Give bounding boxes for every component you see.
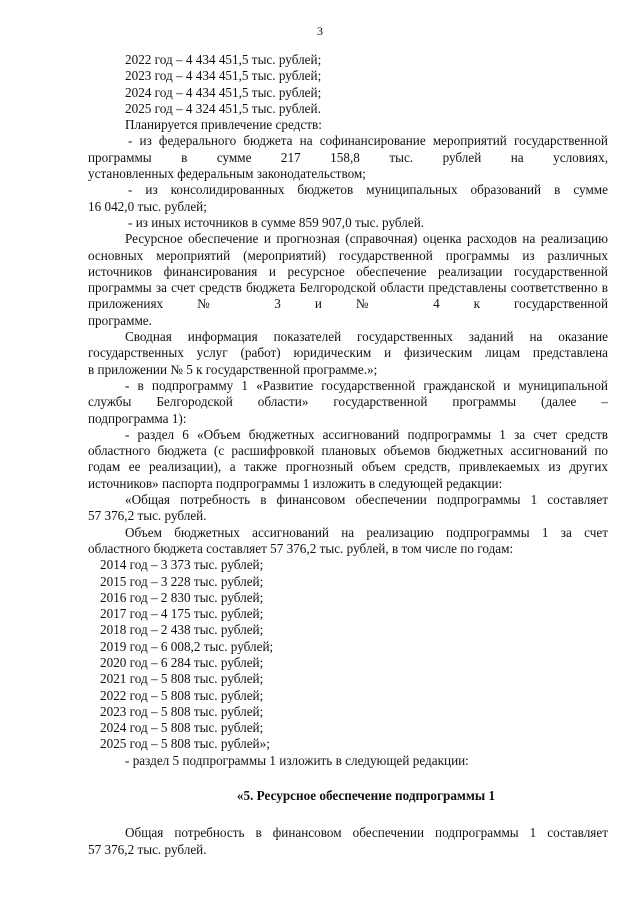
years-list-2 [88,557,608,753]
year-line: 2019 год – 6 008,2 тыс. рублей; [100,638,274,654]
year-line: 2016 год – 2 830 тыс. рублей; [100,589,264,605]
municipal-source-text-end: 16 042,0 тыс. рублей; [88,198,207,214]
section6-paragraph-end: источников» паспорта подпрограммы 1 изложить в следующей редакции: [88,475,503,491]
other-source-text: - из иных источников в сумме 859 907,0 тыс. рублей. [128,214,425,230]
page-number: 3 [317,24,323,38]
section6-paragraph: - раздел 6 «Объем бюджетных ассигнований подпрограммы 1 за счет средств областного бюджета (с расшифровкой плановых объемов бюджетных ассигнований по годам ее реализации), а также прогнозный объем средств, привлекаемых из других [88,426,608,475]
year-line: 2022 год – 4 434 451,5 тыс. рублей; [125,52,322,67]
year-line: 2018 год – 2 438 тыс. рублей; [100,622,264,638]
total-need-paragraph: «Общая потребность в финансовом обеспечении подпрограммы 1 составляет [125,492,608,508]
volume-paragraph: Объем бюджетных ассигнований на реализацию подпрограммы 1 за счет [125,524,608,540]
year-line: 2022 год – 5 808 тыс. рублей; [100,687,264,703]
section5-text: - раздел 5 подпрограммы 1 изложить в следующей редакции: [125,752,469,768]
year-line: 2015 год – 3 228 тыс. рублей; [100,573,264,589]
year-line: 2025 год – 4 324 451,5 тыс. рублей. [125,100,321,116]
year-line: 2020 год – 6 284 тыс. рублей; [100,654,264,670]
year-line: 2024 год – 5 808 тыс. рублей; [100,720,264,736]
subprogram-paragraph-end: подпрограмма 1): [88,410,187,426]
year-line: 2023 год – 4 434 451,5 тыс. рублей; [125,68,322,84]
municipal-source-text: - из консолидированных бюджетов муниципальных образований в сумме [128,182,608,198]
total-need-paragraph-2: Общая потребность в финансовом обеспечении подпрограммы 1 составляет [125,825,608,841]
years-list-1 [88,52,608,117]
year-line: 2021 год – 5 808 тыс. рублей; [100,671,264,687]
year-line: 2023 год – 5 808 тыс. рублей; [100,703,264,719]
volume-paragraph-end: областного бюджета составляет 57 376,2 тыс. рублей, в том числе по годам: [88,540,514,556]
federal-source-text: - из федерального бюджета на софинансирование мероприятий государственной программы в сумме 217 158,8 тыс. рублей на условиях, [88,133,608,165]
document-body [88,52,608,858]
total-need-paragraph-2-end: 57 376,2 тыс. рублей. [88,841,207,857]
planned-text: Планируется привлечение средств: [125,117,322,133]
resource-paragraph: Ресурсное обеспечение и прогнозная (справочная) оценка расходов на реализацию основных мероприятий (мероприятий) государственной программы из различных источников финансирования и ресурсное обеспечение реализации государственной программы за счет средств бюджета Белгородской области представлены соответственно в приложениях № 3 и № 4 к государственной [88,231,608,312]
year-line: 2017 год – 4 175 тыс. рублей; [100,606,264,622]
year-line: 2014 год – 3 373 тыс. рублей; [100,557,264,573]
federal-source-text-end: установленных федеральным законодательством; [88,166,366,182]
year-line: 2024 год – 4 434 451,5 тыс. рублей; [125,84,322,100]
resource-paragraph-end: программе. [88,312,152,328]
summary-paragraph: Сводная информация показателей государственных заданий на оказание государственных услуг (работ) юридическим и физическим лицам представлена [88,329,608,361]
section-heading: «5. Ресурсное обеспечение подпрограммы 1 [236,788,496,804]
subprogram-paragraph: - в подпрограмму 1 «Развитие государственной гражданской и муниципальной службы Белгородской области» государственной программы (далее – [88,377,608,410]
year-line: 2025 год – 5 808 тыс. рублей»; [100,736,270,752]
summary-paragraph-end: в приложении № 5 к государственной программе.»; [88,361,378,377]
total-need-paragraph-end: 57 376,2 тыс. рублей. [88,508,207,524]
